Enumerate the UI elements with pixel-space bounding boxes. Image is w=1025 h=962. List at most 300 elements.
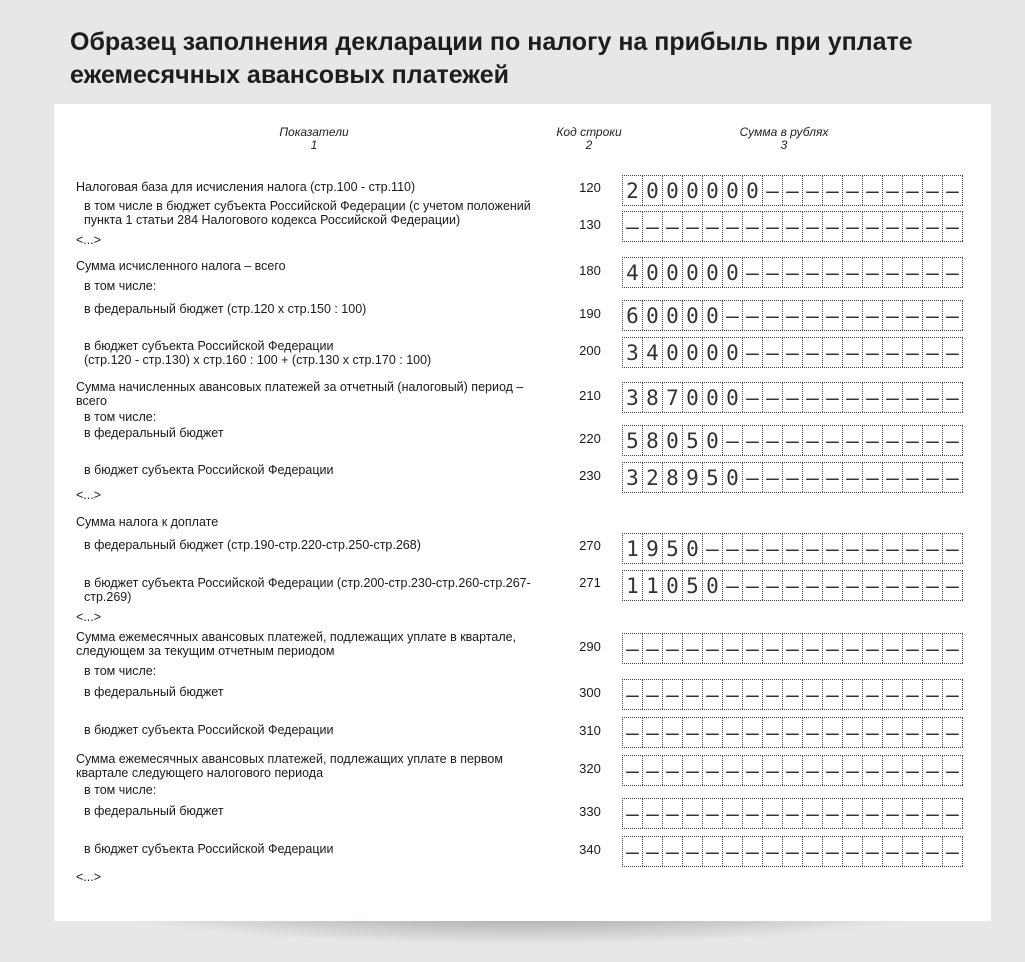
amount-digit-cell: – [903,837,923,866]
amount-field-330[interactable] [622,798,963,829]
label-row-300: в федеральный бюджет [84,685,224,699]
amount-digit-cell: 7 [663,383,683,412]
amount-field-310[interactable] [622,717,963,748]
amount-digit-cell: 0 [743,176,763,205]
row-code-120: 120 [579,180,601,195]
column-header-code-number: 2 [585,138,593,152]
amount-digit-cell: 0 [723,463,743,492]
amount-field-290[interactable] [622,633,963,664]
label-row-200-line1: в бюджет субъекта Российской Федерации [84,339,334,353]
amount-digit-cell: – [683,837,703,866]
amount-digit-cell: 0 [643,258,663,287]
amount-digit-cell: 0 [683,534,703,563]
amount-digit-cell: – [903,338,923,367]
amount-digit-cell: – [623,212,643,241]
amount-digit-cell: – [663,756,683,785]
amount-digit-cell: – [903,463,923,492]
amount-digit-cell: – [803,799,823,828]
amount-digit-cell: – [743,571,763,600]
amount-digit-cell: – [843,176,863,205]
amount-digit-cell: – [823,301,843,330]
amount-digit-cell: – [803,718,823,747]
amount-digit-cell: – [843,463,863,492]
amount-digit-cell: – [823,176,843,205]
amount-digit-cell: 0 [723,258,743,287]
amount-digit-cell: – [723,799,743,828]
row-code-130: 130 [579,217,601,232]
amount-digit-cell: 5 [683,571,703,600]
row-code-210: 210 [579,388,601,403]
amount-digit-cell: – [803,258,823,287]
amount-digit-cell: 0 [723,383,743,412]
amount-field-271[interactable] [622,570,963,601]
amount-digit-cell: 0 [723,176,743,205]
amount-digit-cell: – [783,571,803,600]
label-including-4: в том числе: [84,783,157,797]
amount-digit-cell: 5 [663,534,683,563]
amount-digit-cell: – [703,799,723,828]
amount-digit-cell: – [723,756,743,785]
amount-digit-cell: – [623,718,643,747]
amount-digit-cell: – [863,212,883,241]
ellipsis-3: <...> [76,610,102,624]
amount-digit-cell: – [643,212,663,241]
label-including-2: в том числе: [84,410,157,424]
amount-digit-cell: 0 [703,383,723,412]
amount-digit-cell: – [763,634,783,663]
amount-digit-cell: 1 [623,571,643,600]
amount-digit-cell: – [883,634,903,663]
amount-digit-cell: – [783,176,803,205]
amount-digit-cell: – [683,799,703,828]
amount-digit-cell: 3 [623,463,643,492]
amount-digit-cell: – [723,571,743,600]
amount-digit-cell: – [803,837,823,866]
amount-digit-cell: – [863,258,883,287]
label-row-330: в федеральный бюджет [84,804,224,818]
label-row-200-line2: (стр.120 - стр.130) х стр.160 : 100 + (стр.130 х стр.170 : 100) [84,353,432,367]
amount-digit-cell: – [803,571,823,600]
amount-digit-cell: 0 [703,571,723,600]
amount-digit-cell: – [703,534,723,563]
column-header-amount-label: Сумма в рублях [739,125,829,139]
amount-digit-cell: – [903,634,923,663]
amount-digit-cell: – [923,571,943,600]
amount-digit-cell: – [763,534,783,563]
amount-digit-cell: – [843,756,863,785]
amount-digit-cell: 0 [683,383,703,412]
amount-digit-cell: – [923,383,943,412]
amount-digit-cell: – [923,176,943,205]
row-code-300: 300 [579,685,601,700]
amount-digit-cell: – [843,212,863,241]
amount-digit-cell: – [923,463,943,492]
amount-digit-cell: – [803,176,823,205]
amount-digit-cell: – [883,212,903,241]
amount-digit-cell: – [763,383,783,412]
amount-digit-cell: – [943,718,963,747]
label-row-320-line1: Сумма ежемесячных авансовых платежей, подлежащих уплате в первом [76,752,503,766]
amount-digit-cell: – [803,534,823,563]
amount-digit-cell: – [743,837,763,866]
amount-digit-cell: 3 [623,338,643,367]
amount-digit-cell: – [903,680,923,709]
page-title: Образец заполнения декларации по налогу на прибыль при уплате ежемесячных авансовых платежей [70,28,913,89]
amount-digit-cell: – [763,680,783,709]
amount-digit-cell: – [663,680,683,709]
amount-digit-cell: – [803,212,823,241]
amount-digit-cell: – [723,634,743,663]
amount-digit-cell: 5 [623,426,643,455]
amount-digit-cell: – [923,837,943,866]
amount-digit-cell: – [883,258,903,287]
amount-digit-cell: – [723,301,743,330]
amount-digit-cell: – [783,718,803,747]
amount-digit-cell: – [843,338,863,367]
amount-digit-cell: – [743,756,763,785]
amount-digit-cell: – [643,799,663,828]
amount-digit-cell: – [683,756,703,785]
amount-digit-cell: – [803,634,823,663]
column-header-amount-number: 3 [780,138,788,152]
amount-digit-cell: – [843,634,863,663]
amount-digit-cell: – [903,383,923,412]
amount-digit-cell: – [863,634,883,663]
amount-digit-cell: – [783,799,803,828]
label-row-310: в бюджет субъекта Российской Федерации [84,723,334,737]
amount-digit-cell: 2 [623,176,643,205]
label-row-130-line2: пункта 1 статьи 284 Налогового кодекса Российской Федерации) [84,213,461,227]
row-code-230: 230 [579,468,601,483]
amount-digit-cell: – [863,799,883,828]
amount-digit-cell: – [723,680,743,709]
amount-digit-cell: – [743,718,763,747]
amount-digit-cell: – [683,212,703,241]
amount-digit-cell: – [903,301,923,330]
amount-digit-cell: 0 [663,176,683,205]
amount-digit-cell: – [763,571,783,600]
amount-digit-cell: – [703,837,723,866]
amount-digit-cell: – [883,301,903,330]
amount-digit-cell: 0 [683,338,703,367]
amount-digit-cell: – [823,383,843,412]
amount-field-210[interactable] [622,382,963,413]
label-row-190: в федеральный бюджет (стр.120 х стр.150 : 100) [84,302,367,316]
amount-digit-cell: – [943,799,963,828]
amount-digit-cell: – [643,837,663,866]
amount-digit-cell: 0 [663,338,683,367]
label-row-340: в бюджет субъекта Российской Федерации [84,842,334,856]
amount-digit-cell: – [843,383,863,412]
amount-digit-cell: 0 [683,258,703,287]
amount-digit-cell: – [943,534,963,563]
amount-digit-cell: – [623,756,643,785]
amount-digit-cell: – [903,534,923,563]
amount-digit-cell: – [663,212,683,241]
label-row-230: в бюджет субъекта Российской Федерации [84,463,334,477]
amount-digit-cell: – [863,837,883,866]
amount-digit-cell: – [743,301,763,330]
amount-digit-cell: 0 [703,258,723,287]
amount-digit-cell: – [763,799,783,828]
amount-digit-cell: – [943,383,963,412]
amount-digit-cell: – [943,176,963,205]
amount-digit-cell: 1 [643,571,663,600]
amount-digit-cell: – [923,212,943,241]
amount-digit-cell: – [783,634,803,663]
amount-digit-cell: – [863,301,883,330]
amount-digit-cell: – [863,426,883,455]
amount-digit-cell: – [763,338,783,367]
amount-field-180[interactable] [622,257,963,288]
amount-digit-cell: – [823,534,843,563]
amount-digit-cell: – [783,383,803,412]
amount-field-190[interactable] [622,300,963,331]
amount-digit-cell: – [923,301,943,330]
amount-digit-cell: – [663,799,683,828]
amount-digit-cell: 0 [703,176,723,205]
label-row-271-line1: в бюджет субъекта Российской Федерации (стр.200-стр.230-стр.260-стр.267- [84,576,531,590]
row-code-190: 190 [579,306,601,321]
amount-digit-cell: – [623,799,643,828]
amount-digit-cell: 0 [663,301,683,330]
amount-digit-cell: – [923,756,943,785]
amount-digit-cell: – [843,534,863,563]
amount-field-230[interactable] [622,462,963,493]
amount-digit-cell: – [823,799,843,828]
amount-field-200[interactable] [622,337,963,368]
row-code-320: 320 [579,761,601,776]
amount-digit-cell: 1 [623,534,643,563]
amount-digit-cell: – [883,718,903,747]
declaration-sheet [54,104,991,921]
amount-digit-cell: – [883,571,903,600]
amount-digit-cell: – [903,799,923,828]
amount-digit-cell: – [743,634,763,663]
amount-digit-cell: – [923,426,943,455]
amount-digit-cell: – [703,634,723,663]
amount-digit-cell: – [763,718,783,747]
amount-digit-cell: – [763,258,783,287]
amount-digit-cell: 9 [643,534,663,563]
amount-digit-cell: – [863,756,883,785]
amount-digit-cell: – [763,426,783,455]
amount-digit-cell: – [663,837,683,866]
amount-digit-cell: – [803,680,823,709]
amount-digit-cell: – [903,176,923,205]
amount-digit-cell: – [703,718,723,747]
amount-digit-cell: – [923,338,943,367]
amount-digit-cell: – [883,176,903,205]
amount-digit-cell: – [943,258,963,287]
amount-digit-cell: – [703,756,723,785]
amount-digit-cell: – [823,756,843,785]
amount-digit-cell: – [843,571,863,600]
amount-digit-cell: – [843,258,863,287]
amount-digit-cell: – [903,571,923,600]
amount-digit-cell: – [743,383,763,412]
amount-digit-cell: – [683,680,703,709]
amount-digit-cell: – [763,463,783,492]
amount-digit-cell: – [883,799,903,828]
ellipsis-1: <...> [76,233,102,247]
amount-digit-cell: – [703,212,723,241]
amount-digit-cell: – [883,338,903,367]
amount-digit-cell: – [803,301,823,330]
amount-digit-cell: 0 [703,338,723,367]
amount-field-340[interactable] [622,836,963,867]
amount-digit-cell: – [843,301,863,330]
amount-digit-cell: – [823,338,843,367]
amount-digit-cell: – [783,426,803,455]
column-header-amount [694,126,874,152]
amount-digit-cell: – [783,837,803,866]
amount-digit-cell: – [723,837,743,866]
amount-digit-cell: – [923,680,943,709]
ellipsis-2: <...> [76,488,102,502]
amount-digit-cell: – [883,680,903,709]
amount-digit-cell: – [823,571,843,600]
amount-digit-cell: – [783,212,803,241]
row-code-310: 310 [579,723,601,738]
amount-digit-cell: 0 [683,301,703,330]
amount-digit-cell: – [723,212,743,241]
amount-digit-cell: – [803,338,823,367]
amount-field-130[interactable] [622,211,963,242]
amount-digit-cell: – [903,212,923,241]
amount-digit-cell: – [723,718,743,747]
amount-digit-cell: – [863,571,883,600]
amount-digit-cell: – [863,463,883,492]
amount-digit-cell: – [883,756,903,785]
amount-digit-cell: – [943,837,963,866]
label-including-1: в том числе: [84,279,157,293]
column-header-code [534,126,644,152]
amount-digit-cell: – [763,837,783,866]
amount-digit-cell: – [923,634,943,663]
amount-digit-cell: – [783,680,803,709]
row-code-290: 290 [579,639,601,654]
amount-digit-cell: – [743,258,763,287]
amount-digit-cell: – [943,756,963,785]
label-row-210-line1: Сумма начисленных авансовых платежей за отчетный (налоговый) период – [76,380,524,394]
label-row-180: Сумма исчисленного налога – всего [76,259,286,273]
label-row-210-line2: всего [76,394,107,408]
amount-field-270[interactable] [622,533,963,564]
amount-digit-cell: – [743,426,763,455]
row-code-200: 200 [579,343,601,358]
amount-digit-cell: – [703,680,723,709]
row-code-180: 180 [579,263,601,278]
row-code-340: 340 [579,842,601,857]
amount-digit-cell: – [803,426,823,455]
amount-digit-cell: – [883,534,903,563]
amount-digit-cell: – [923,258,943,287]
amount-digit-cell: – [903,718,923,747]
column-header-code-label: Код строки [556,125,622,139]
amount-field-320[interactable] [622,755,963,786]
amount-digit-cell: – [743,799,763,828]
amount-digit-cell: – [683,634,703,663]
amount-digit-cell: 4 [643,338,663,367]
amount-digit-cell: – [863,718,883,747]
amount-digit-cell: – [743,680,763,709]
amount-field-220[interactable] [622,425,963,456]
label-row-290-line1: Сумма ежемесячных авансовых платежей, подлежащих уплате в квартале, [76,630,517,644]
amount-digit-cell: 9 [683,463,703,492]
amount-digit-cell: – [823,837,843,866]
amount-field-300[interactable] [622,679,963,710]
amount-digit-cell: 0 [683,176,703,205]
amount-digit-cell: – [763,176,783,205]
row-code-220: 220 [579,431,601,446]
amount-digit-cell: 0 [703,426,723,455]
amount-digit-cell: – [943,571,963,600]
amount-digit-cell: – [623,634,643,663]
amount-field-120[interactable] [622,175,963,206]
amount-digit-cell: – [823,212,843,241]
amount-digit-cell: 0 [643,301,663,330]
amount-digit-cell: – [763,301,783,330]
amount-digit-cell: – [803,383,823,412]
amount-digit-cell: – [783,258,803,287]
amount-digit-cell: 2 [643,463,663,492]
amount-digit-cell: – [743,534,763,563]
amount-digit-cell: 8 [663,463,683,492]
amount-digit-cell: – [783,338,803,367]
amount-digit-cell: – [943,212,963,241]
column-header-indicators-number: 1 [310,138,318,152]
amount-digit-cell: – [643,634,663,663]
amount-digit-cell: – [783,463,803,492]
label-row-271-line2: стр.269) [84,590,132,604]
amount-digit-cell: – [863,534,883,563]
row-code-270: 270 [579,538,601,553]
amount-digit-cell: – [943,463,963,492]
amount-digit-cell: – [623,837,643,866]
amount-digit-cell: – [903,426,923,455]
label-tax-surcharge: Сумма налога к доплате [76,515,219,529]
column-header-indicators-label: Показатели [279,125,349,139]
amount-digit-cell: – [943,301,963,330]
amount-digit-cell: – [783,756,803,785]
label-row-220: в федеральный бюджет [84,426,224,440]
ellipsis-4: <...> [76,870,102,884]
amount-digit-cell: – [843,426,863,455]
amount-digit-cell: – [823,258,843,287]
amount-digit-cell: 8 [643,426,663,455]
amount-digit-cell: – [863,176,883,205]
amount-digit-cell: – [943,680,963,709]
row-code-271: 271 [579,575,601,590]
column-header-indicators [214,126,414,152]
amount-digit-cell: – [943,426,963,455]
amount-digit-cell: – [863,680,883,709]
amount-digit-cell: – [843,837,863,866]
amount-digit-cell: – [863,383,883,412]
amount-digit-cell: – [783,534,803,563]
amount-digit-cell: – [923,718,943,747]
amount-digit-cell: – [643,680,663,709]
amount-digit-cell: – [723,426,743,455]
amount-digit-cell: – [763,212,783,241]
amount-digit-cell: – [763,756,783,785]
amount-digit-cell: – [643,756,663,785]
amount-digit-cell: – [843,680,863,709]
amount-digit-cell: – [843,799,863,828]
amount-digit-cell: – [823,463,843,492]
label-row-270: в федеральный бюджет (стр.190-стр.220-стр.250-стр.268) [84,538,421,552]
